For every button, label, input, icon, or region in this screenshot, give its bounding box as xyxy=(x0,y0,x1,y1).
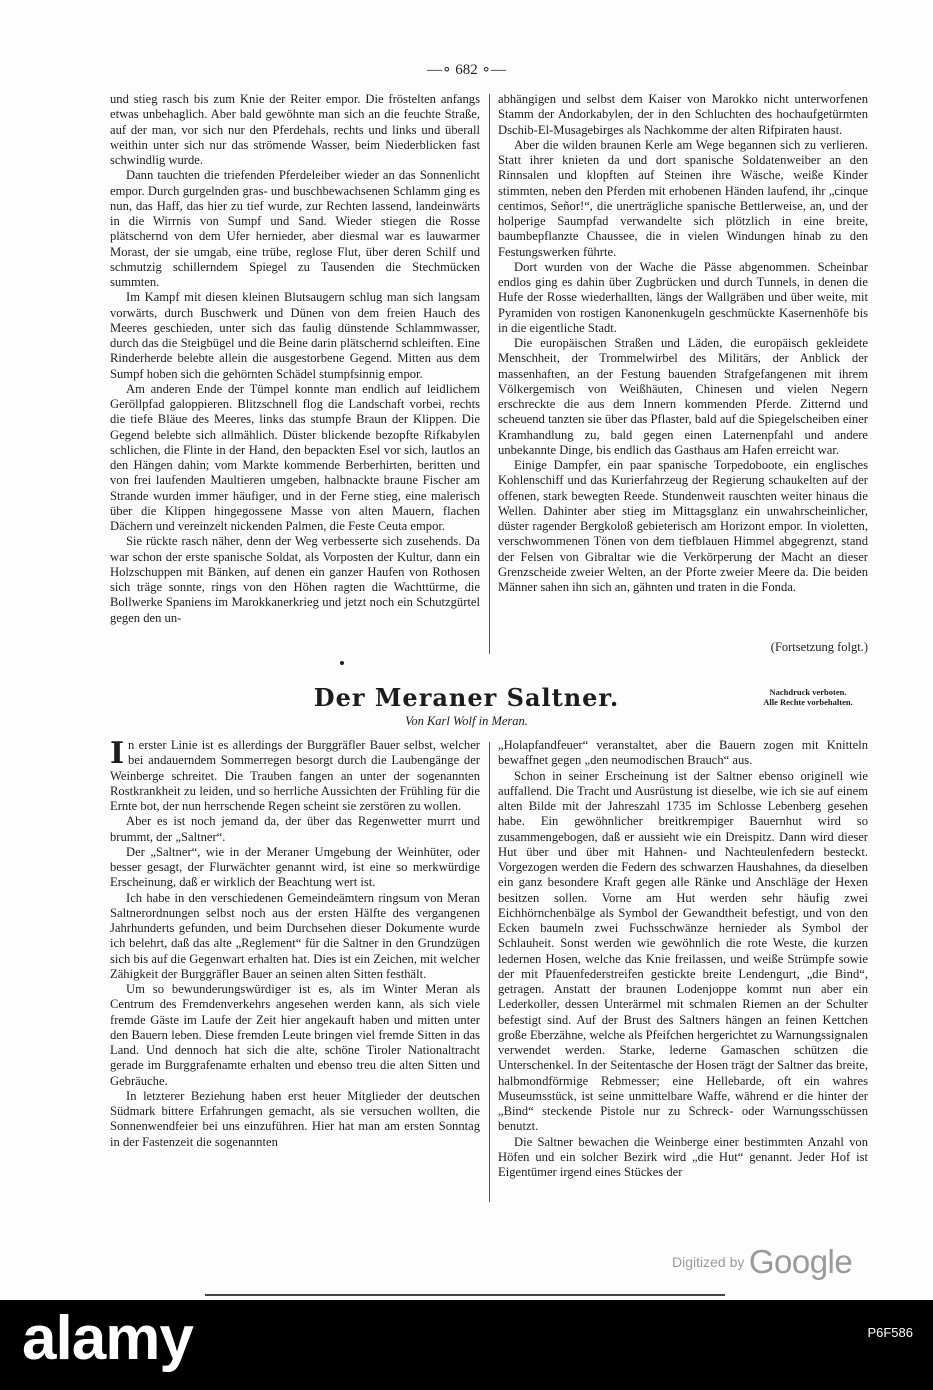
column-divider xyxy=(489,94,490,654)
page-number: —∘ 682 ∘— xyxy=(427,62,506,78)
bottom-rule xyxy=(205,1294,725,1296)
paragraph: und stieg rasch bis zum Knie der Reiter empor. Die fröstelten anfangs etwas unbehaglich. Aber bald gewöhnte man sich an die feuchte Straße, auf der man, vor sich nur den Pferdehals, rechts und links und überall weithin unter sich nur das strömende Wasser, beim Niederblicken fast schwindlig wurde. xyxy=(110,92,480,167)
paragraph: Ich habe in den verschiedenen Gemeindeämtern ringsum von Meran Saltnerordnungen selbst noch aus der ersten Hälfte des vergangenen Jahrhunderts gefunden, und beim Durchsehen dieser Dokumente wurde ich belehrt, daß das alte „Reglement“ für die Saltner in den Grundzügen sich bis auf die Gegenwart erhalten hat. Dies ist ein Zeichen, mit welcher Zähigkeit der Burggräfler Bauer an seinen alten Sitten festhält. xyxy=(110,890,480,981)
paragraph xyxy=(110,738,480,814)
continuation-note: (Fortsetzung folgt.) xyxy=(770,640,868,654)
column-4 xyxy=(498,738,868,1180)
paragraph: Sie rückte rasch näher, denn der Weg verbesserte sich zusehends. Da war schon der erste spanische Soldat, als Vorposten der Kultur, dann ein Holzschuppen mit Bänken, auf denen ein ganzer Haufen von Rothosen sich träge sonnte, rings von den Höhen ragten die Wachttürme, die Bollwerke Spaniens im Marokkanerkrieg und jetzt noch ein Schutzgürtel gegen den un- xyxy=(110,534,480,625)
drop-initial: I xyxy=(110,736,125,771)
column-divider xyxy=(489,742,490,1202)
paragraph: Dort wurden von der Wache die Pässe abgenommen. Scheinbar endlos ging es dahin über Zugbrücken und durch Tunnels, in denen die Hufe der Rosse wiederhallten, längs der Wallgräben und über weite, mit Pyramiden von rostigen Kanonenkugeln geschmückte Kasernenhöfe bis in die eigentliche Stadt. xyxy=(498,259,868,335)
notice-line: Alle Rechte vorbehalten. xyxy=(763,697,853,707)
paragraph: „Holapfandfeuer“ veranstaltet, aber die Bauern zogen mit Knitteln bewaffnet gegen „den neumodischen Brauch“ aus. xyxy=(498,738,868,768)
column-3 xyxy=(110,738,480,1150)
paragraph: Aber die wilden braunen Kerle am Wege begannen sich zu verlieren. Statt ihrer knieten da und dort spanische Soldatenweiber an den Rinnsalen und klopften auf Steinen ihre Wäsche, weiße Kinder stimmten, neben den Pferden mit erhobenen Händen laufend, ihr „cinque centimos, Señor!“, die unerträgliche spanische Bettlerweise, an, und der holperige Saumpfad verwandelte sich plötzlich in eine breite, baumbepflanzte Chaussee, die in vielen Windungen hinab zu den Festungswerken führte. xyxy=(498,137,868,259)
paragraph: Dann tauchten die triefenden Pferdeleiber wieder an das Sonnenlicht empor. Durch gurgelnden gras- und buschbewachsenen Schlamm ging es nun, das Haff, das hier zu tief wurde, zur Rechten lassend, landeinwärts in die Wirrnis von Sumpf und Sand. Wieder stiegen die Rosse plätschernd von dem Ufer hernieder, aber diesmal war es lauwarmer Morast, der sie umgab, eine trübe, reglose Flut, über deren Schilf und schmutzig schillerndem Spiegel zu Tausenden die Stechmücken summten. xyxy=(110,168,480,289)
notice-line: Nachdruck verboten. xyxy=(769,687,847,697)
watermark-small-text: Digitized by xyxy=(672,1254,745,1270)
alamy-logo: alamy xyxy=(22,1304,193,1373)
separator-dot xyxy=(340,661,344,665)
copyright-notice xyxy=(738,687,878,707)
paragraph: Einige Dampfer, ein paar spanische Torpedoboote, ein englisches Kohlenschiff und das Kurierfahrzeug der Regierung schaukelten auf der offenen, stark bewegten Reede. Stundenweit rauschten weiter hinaus die Wellen. Dahinter aber stieg im Mittagsglanz ein unwahrscheinlicher, düster ragender Bergkoloß gebieterisch am Horizont empor. In violetten, verschwommenen Tönen von dem tiefblauen Himmel abgegrenzt, stand der Felsen von Gibraltar wie die Verkörperung der Macht an dieser Grenzscheide zweier Welten, an der Pforte zweier Meere da. Die beiden Männer sahen ihn sich an, gähnten und traten in die Fonda. xyxy=(498,458,868,594)
article-byline: Von Karl Wolf in Meran. xyxy=(405,714,528,728)
paragraph: Der „Saltner“, wie in der Meraner Umgebung der Weinhüter, oder besser gesagt, der Flurwächter genannt wird, ist eine so merkwürdige Erscheinung, daß er wirklich der Beachtung wert ist. xyxy=(110,844,480,890)
paragraph: Am anderen Ende der Tümpel konnte man endlich auf leidlichem Geröllpfad galoppieren. Blitzschnell flog die Landschaft vorbei, rechts die tiefe Bläue des Meeres, links das stumpfe Braun der Klippen. Die Gegend belebte sich allmählich. Düster blickende bezopfte Rifkabylen schlichen, die Flinte in der Hand, den bepackten Esel vor sich, lautlos an den Hängen dahin; vom Markte kommende Berberhirten, beritten und von frei laufenden Maultieren umgeben, halbnackte braune Fischer am Strande wurden immer häufiger, und in der Ferne stieg, eine malerisch über die Klippen hingegossene Masse von alten Mauern, flachen Dächern und vereinzelt nickenden Palmen, die Feste Ceuta empor. xyxy=(110,381,480,533)
paragraph: Aber es ist noch jemand da, der über das Regenwetter murrt und brummt, der „Saltner“. xyxy=(110,814,480,844)
paragraph: In letzterer Beziehung haben erst heuer Mitglieder der deutschen Südmark bittere Erfahrungen gemacht, als sie versuchen wollten, die Sonnenwendfeier bei uns einzuführen. Hier hat man am ersten Sonntag in der Fastenzeit die sogenannten xyxy=(110,1088,480,1149)
watermark-logo-text: Google xyxy=(748,1243,853,1280)
column-1 xyxy=(110,92,480,626)
paragraph: Schon in seiner Erscheinung ist der Saltner ebenso originell wie auffallend. Die Tracht und Ausrüstung ist dieselbe, wie ich sie auf einem alten Bilde mit der Jahreszahl 1735 im Schlosse Lebenberg gesehen habe. Ein gewöhnlicher breitkrempiger Bauernhut wird so zusammengebogen, daß er aussieht wie ein Dreispitz. Dann wird dieser Hut über und über mit Hahnen- und Nachteulenfedern besteckt. Vorgezogen werden die Federn des schwarzen Haushahnes, da dieselben ein ganz besondere Kraft gegen alle Ränke und Anschläge der Hexen besitzen sollen. Vorne am Hut werden sehr häufig zwei Eichhörnchenbälge als Symbol der Gewandtheit befestigt, und von den Ecken baumeln zwei Fuchsschwänze hernieder als Symbol der Schlauheit. Sonst werden wie gewöhnlich die rote Weste, die kurzen ledernen Hosen, welche das Knie freilassen, und weiße Strümpfe sowie der mit Pfauenfederstreifen gestickte breite Lendengurt, „die Bind“, getragen. Anstatt der braunen Lodenjoppe kommt nun aber ein Lederkoller, dessen Unterärmel mit schmalen Riemen an der Schulter befestigt sind. Auf der Brust des Saltners hängen an feinen Kettchen große Eberzähne, welche als Pfeifchen hergerichtet zu Warnungssignalen verwendet werden. Starke, lederne Gamaschen schützen die Unterschenkel. In der Seitentasche der Hosen trägt der Saltner das breite, halbmondförmige Rebmesser; eine Hellebarde, oft ein wahres Museumsstück, ist seine unmittelbare Waffe, während er die hinter der „Bind“ steckende Pistole nur zu Schreck- oder Warnungsschüssen benutzt. xyxy=(498,768,868,1134)
column-2 xyxy=(498,92,868,595)
paragraph-text: n erster Linie ist es allerdings der Burggräfler Bauer selbst, welcher bei andauerndem Sommerregen besorgt durch die Laubengänge der Weinberge schreitet. Die Trauben fangen an unter der sogenannten Rostkrankheit zu leiden, und so herrliche Aussichten der Frühling für die Ernte bot, der nun herrschende Regen scheint sie zerstören zu wollen. xyxy=(110,738,480,813)
article-title: Der Meraner Saltner. xyxy=(313,683,620,712)
paragraph: Die Saltner bewachen die Weinberge einer bestimmten Anzahl von Höfen und ein solcher Bezirk wird „die Hut“ genannt. Jeder Hof ist Eigentümer irgend eines Stückes der xyxy=(498,1134,868,1179)
paragraph: Die europäischen Straßen und Läden, die europäisch gekleidete Menschheit, der Trommelwirbel des Militärs, der Anblick der massenhaften, an der Festung bauenden Strafgefangenen mit ihrem Völkergemisch von Weißhäuten, Chinesen und vielen Negern erschreckte die aus dem Innern kommenden Pferde. Zitternd und scheuend tanzten sie über das Pflaster, bald auf die Spiegelscheiben einer Kramhandlung zu, bald gegen einen Laternenpfahl und andere unbekannte Dinge, bis endlich das Gasthaus am Hafen erreicht war. xyxy=(498,336,868,457)
paragraph: Im Kampf mit diesen kleinen Blutsaugern schlug man sich langsam vorwärts, durch Buschwerk und Dünen von dem freien Hauch des Meeres geschieden, unter sich das faulig dünstende Schlammwasser, durch das die Steigbügel und die Beine darin plätschernd schleiften. Eine Rinderherde belebte allein die ausgestorbene Gegend. Mitten aus dem Sumpf hoben sich die gehörnten Schädel stumpfsinnig empor. xyxy=(110,290,480,381)
google-watermark xyxy=(672,1243,852,1281)
image-id: P6F586 xyxy=(867,1325,913,1340)
paragraph: Um so bewunderungswürdiger ist es, als im Winter Meran als Centrum des Fremdenverkehrs angesehen werden kann, als sich viele fremde Gäste im Laufe der Zeit hier angekauft haben und mitten unter den Bauern leben. Diese fremden Leute bringen viel fremde Sitten in das Land. Und dennoch hat sich die alte, schöne Tiroler Nationaltracht gerade im Burggrafenamte erhalten und ebenso treu die alten Sitten und Gebräuche. xyxy=(110,982,480,1088)
paragraph: abhängigen und selbst dem Kaiser von Marokko nicht unterworfenen Stamm der Andorkabylen, der in den Schluchten des hochaufgetürmten Dschib-El-Musagebirges als Nachkomme der alten Rifpiraten haust. xyxy=(498,92,868,137)
